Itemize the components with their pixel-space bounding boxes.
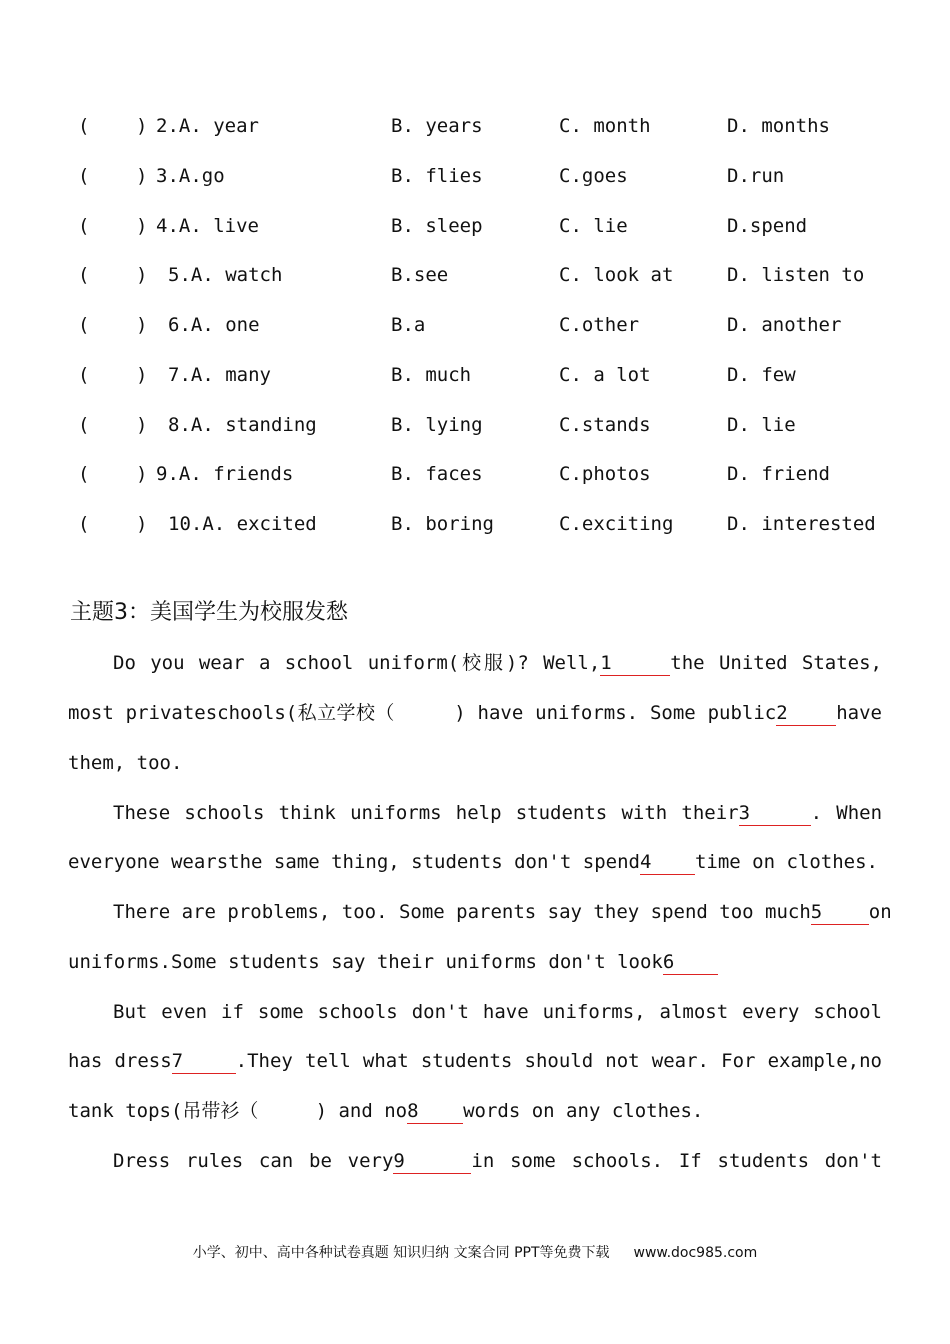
option-b: B. lying — [391, 414, 483, 436]
option-c: C.other — [559, 314, 640, 336]
option-d: D. friend — [727, 463, 830, 485]
passage-line: But even if some schools don't have uniforms, almost every school — [113, 1001, 882, 1023]
question-number: 9.A. — [156, 463, 202, 485]
option-b: B.a — [391, 314, 426, 336]
option-gap — [202, 115, 213, 137]
question-number: 8.A. — [168, 414, 214, 436]
option-a-text: standing — [225, 414, 317, 436]
answer-bracket-close: ) — [136, 513, 148, 535]
passage-line: most privateschools(私立学校（ ) have uniforms. Some public2 have — [68, 702, 882, 724]
option-gap — [214, 414, 225, 436]
option-a-text: excited — [236, 513, 317, 535]
passage-line: Dress rules can be very9 in some schools. If students don't — [113, 1150, 882, 1172]
question-number: 10.A. — [168, 513, 226, 535]
blank-6[interactable]: 6 — [663, 950, 718, 975]
answer-bracket-open[interactable]: ( — [78, 513, 90, 535]
blank-1[interactable]: 1 — [600, 651, 670, 676]
option-a — [156, 459, 293, 489]
question-number: 5.A. — [168, 264, 214, 286]
passage-line: everyone wearsthe same thing, students don't spend4 time on clothes. — [68, 851, 878, 873]
answer-bracket-open[interactable]: ( — [78, 463, 90, 485]
blank-5[interactable]: 5 — [811, 900, 869, 925]
answer-bracket-open[interactable]: ( — [78, 264, 90, 286]
option-a-text: watch — [225, 264, 283, 286]
answer-bracket-open[interactable]: ( — [78, 115, 90, 137]
option-a — [156, 211, 259, 241]
option-d: D.run — [727, 165, 785, 187]
question-number: 2.A. — [156, 115, 202, 137]
passage-line: uniforms.Some students say their uniforms don't look6 — [68, 947, 882, 977]
option-b: B. faces — [391, 463, 483, 485]
option-c: C.photos — [559, 463, 651, 485]
option-d: D. few — [727, 364, 796, 386]
option-gap — [202, 215, 213, 237]
option-c: C.stands — [559, 414, 651, 436]
option-c: C. month — [559, 115, 651, 137]
blank-2[interactable]: 2 — [776, 701, 836, 726]
answer-bracket-close: ) — [136, 264, 148, 286]
blank-3[interactable]: 3 — [739, 801, 811, 826]
answer-bracket-open[interactable]: ( — [78, 165, 90, 187]
blank-9[interactable]: 9 — [393, 1149, 471, 1174]
option-a — [168, 360, 271, 390]
passage-line: tank tops(吊带衫（ ) and no8 words on any clothes. — [68, 1100, 704, 1122]
passage-line: has dress7 .They tell what students should not wear. For example,no — [68, 1050, 882, 1072]
option-b: B. boring — [391, 513, 494, 535]
option-d: D. lie — [727, 414, 796, 436]
option-a — [168, 260, 282, 290]
option-c: C.exciting — [559, 513, 674, 535]
option-a-text: go — [201, 165, 225, 187]
answer-bracket-close: ) — [136, 165, 148, 187]
option-a-text: many — [225, 364, 271, 386]
option-d: D.spend — [727, 215, 808, 237]
footer-site-link[interactable]: www.doc985.com — [633, 1245, 758, 1261]
passage-line: Do you wear a school uniform(校服)? Well,1 the United States, — [113, 652, 882, 674]
answer-bracket-close: ) — [136, 314, 148, 336]
footer — [0, 1242, 950, 1262]
answer-bracket-open[interactable]: ( — [78, 215, 90, 237]
answer-bracket-open[interactable]: ( — [78, 414, 90, 436]
answer-bracket-close: ) — [136, 414, 148, 436]
passage-line: them, too. — [68, 752, 183, 774]
option-a-text: one — [225, 314, 260, 336]
option-a — [168, 509, 317, 539]
question-number: 4.A. — [156, 215, 202, 237]
question-number: 3.A. — [156, 165, 202, 187]
blank-7[interactable]: 7 — [172, 1049, 236, 1074]
option-b: B. sleep — [391, 215, 483, 237]
option-a-text: live — [213, 215, 259, 237]
option-a — [168, 310, 260, 340]
option-a — [156, 111, 259, 141]
blank-8[interactable]: 8 — [407, 1099, 463, 1124]
option-gap — [214, 264, 225, 286]
option-c: C. look at — [559, 264, 674, 286]
answer-bracket-close: ) — [136, 364, 148, 386]
section-title: 主题3：美国学生为校服发愁 — [70, 600, 348, 625]
answer-bracket-open[interactable]: ( — [78, 364, 90, 386]
option-gap — [214, 314, 225, 336]
passage-line: These schools think uniforms help students with their3 . When — [113, 802, 883, 824]
option-a — [168, 410, 317, 440]
footer-text: 小学、初中、高中各种试卷真题 知识归纳 文案合同 PPT等免费下载 — [192, 1245, 610, 1261]
option-b: B. much — [391, 364, 472, 386]
option-c: C.goes — [559, 165, 628, 187]
option-d: D. interested — [727, 513, 876, 535]
option-a-text: friends — [213, 463, 294, 485]
passage-line: There are problems, too. Some parents say they spend too much5 on — [113, 901, 892, 923]
answer-bracket-close: ) — [136, 463, 148, 485]
option-c: C. a lot — [559, 364, 651, 386]
answer-bracket-open[interactable]: ( — [78, 314, 90, 336]
option-d: D. months — [727, 115, 830, 137]
option-b: B. years — [391, 115, 483, 137]
option-b: B.see — [391, 264, 449, 286]
option-d: D. listen to — [727, 264, 865, 286]
answer-bracket-close: ) — [136, 215, 148, 237]
option-c: C. lie — [559, 215, 628, 237]
question-number: 7.A. — [168, 364, 214, 386]
option-d: D. another — [727, 314, 842, 336]
blank-4[interactable]: 4 — [640, 850, 695, 875]
option-a-text: year — [213, 115, 259, 137]
question-number: 6.A. — [168, 314, 214, 336]
option-gap — [214, 364, 225, 386]
answer-bracket-close: ) — [136, 115, 148, 137]
option-gap — [202, 463, 213, 485]
option-gap — [225, 513, 236, 535]
option-a — [156, 161, 225, 191]
option-b: B. flies — [391, 165, 483, 187]
